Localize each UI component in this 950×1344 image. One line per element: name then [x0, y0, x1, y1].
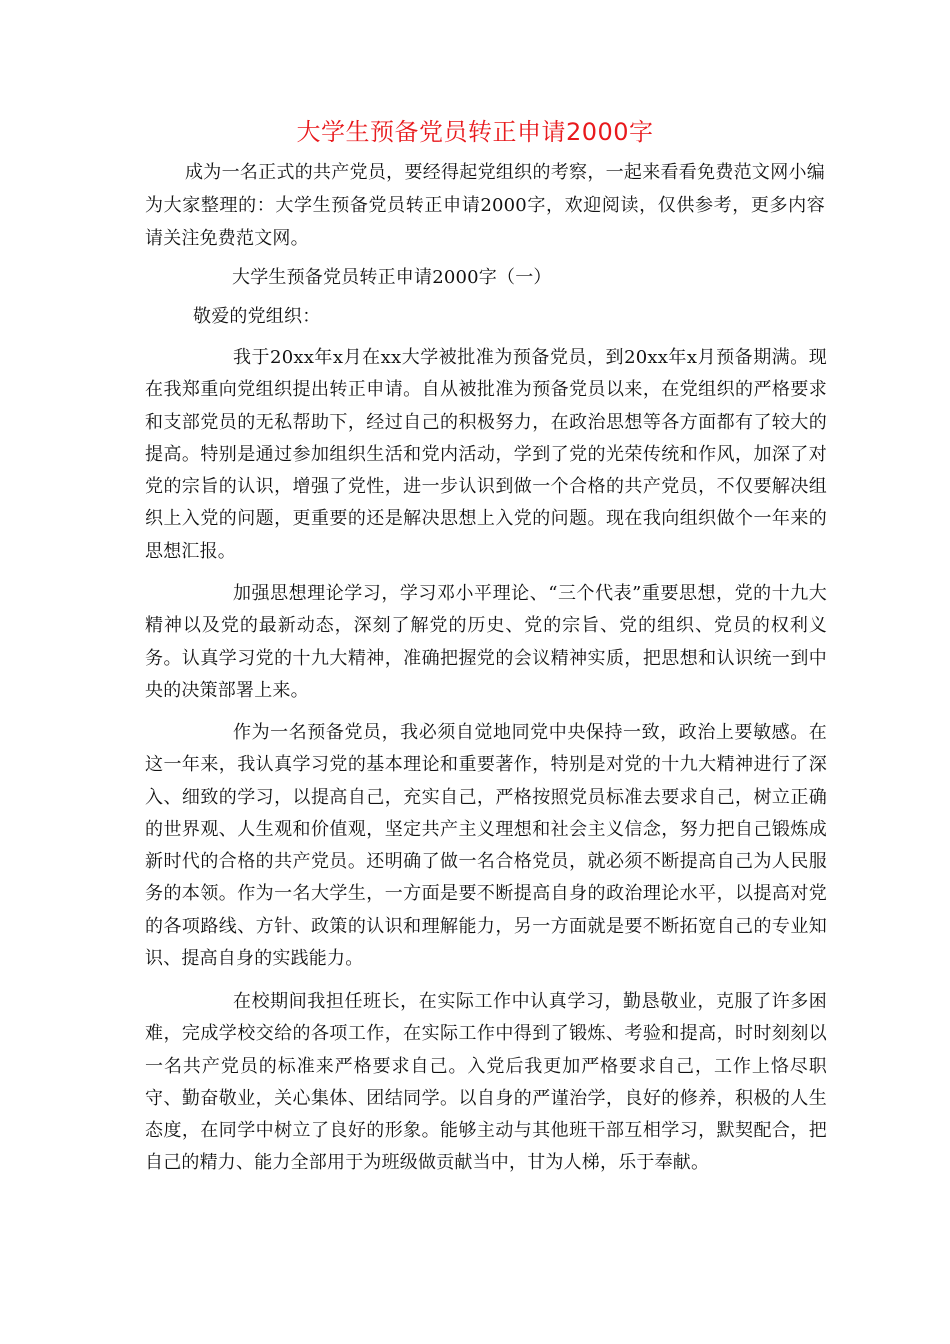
section-subtitle: 大学生预备党员转正申请2000字（一） — [232, 267, 552, 288]
body-paragraph: 我于20xx年x月在xx大学被批准为预备党员，到20xx年x月预备期满。现在我郑重向党组织提出转正申请。自从被批准为预备党员以来，在党组织的严格要求和支部党员的无私帮助下，经过自己的积极努力，在政治思想等各方面都有了较大的提高。特别是通过参加组织生活和党内活动，学到了党的光荣传统和作风，加深了对党的宗旨的认识，增强了党性，进一步认识到做一个合格的共产党员，不仅要解决组织上入党的问题，更重要的还是解决思想上入党的问题。现在我向组织做个一年来的思想汇报。 — [145, 347, 827, 562]
intro-paragraph: 成为一名正式的共产党员，要经得起党组织的考察，一起来看看免费范文网小编为大家整理的：大学生预备党员转正申请2000字，欢迎阅读，仅供参考，更多内容请关注免费范文网。 — [145, 162, 825, 249]
body-paragraph: 加强思想理论学习，学习邓小平理论、“三个代表”重要思想，党的十九大精神以及党的最新动态，深刻了解党的历史、党的宗旨、党的组织、党员的权利义务。认真学习党的十九大精神，准确把握党的会议精神实质，把思想和认识统一到中央的决策部署上来。 — [145, 583, 827, 701]
salutation: 敬爱的党组织： — [193, 306, 321, 327]
document-title: 大学生预备党员转正申请2000字 — [296, 118, 654, 146]
body-paragraph: 作为一名预备党员，我必须自觉地同党中央保持一致，政治上要敏感。在这一年来，我认真学习党的基本理论和重要著作，特别是对党的十九大精神进行了深入、细致的学习，以提高自己，充实自己，严格按照党员标准去要求自己，树立正确的世界观、人生观和价值观，坚定共产主义理想和社会主义信念，努力把自己锻炼成新时代的合格的共产党员。还明确了做一名合格党员，就必须不断提高自己为人民服务的本领。作为一名大学生，一方面是要不断提高自身的政治理论水平，以提高对党的各项路线、方针、政策的认识和理解能力，另一方面就是要不断拓宽自己的专业知识、提高自身的实践能力。 — [145, 722, 827, 970]
body-paragraph: 在校期间我担任班长，在实际工作中认真学习，勤恳敬业，克服了许多困难，完成学校交给的各项工作，在实际工作中得到了锻炼、考验和提高，时时刻刻以一名共产党员的标准来严格要求自己。入党后我更加严格要求自己，工作上恪尽职守、勤奋敬业，关心集体、团结同学。以自身的严谨治学，良好的修养，积极的人生态度，在同学中树立了良好的形象。能够主动与其他班干部互相学习，默契配合，把自己的精力、能力全部用于为班级做贡献当中，甘为人梯，乐于奉献。 — [145, 991, 827, 1174]
